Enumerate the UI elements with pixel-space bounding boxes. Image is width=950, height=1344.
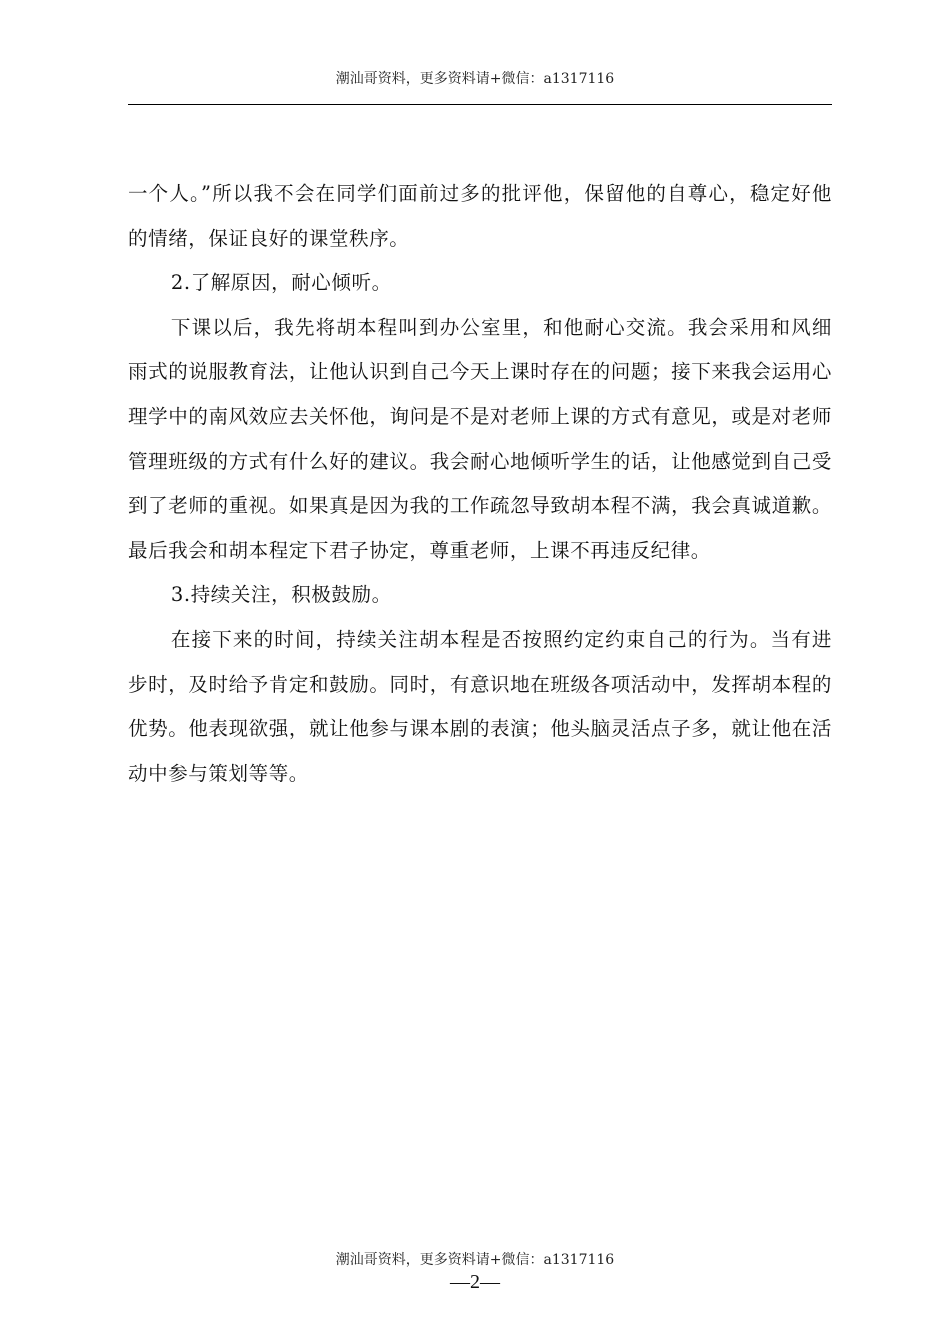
section-heading-3: 3.持续关注，积极鼓励。 [170, 583, 392, 607]
document-body [128, 172, 832, 796]
paragraph-encourage: 在接下来的时间，持续关注胡本程是否按照约定约束自己的行为。当有进步时，及时给予肯定和鼓励。同时，有意识地在班级各项活动中，发挥胡本程的优势。他表现欲强，就让他参与课本剧的表演；他头脑灵活点子多，就让他在活动中参与策划等等。 [128, 627, 832, 785]
header-divider [128, 104, 832, 105]
paragraph-continuation: 一个人。”所以我不会在同学们面前过多的批评他，保留他的自尊心，稳定好他的情绪，保证良好的课堂秩序。 [128, 182, 832, 250]
header-text: 潮汕哥资料，更多资料请+微信：a1317116 [335, 71, 615, 87]
footer-text: 潮汕哥资料，更多资料请+微信：a1317116 [335, 1252, 615, 1268]
page-number: —2— [450, 1271, 500, 1293]
section-heading-2: 2.了解原因，耐心倾听。 [170, 271, 392, 295]
paragraph-listen: 下课以后，我先将胡本程叫到办公室里，和他耐心交流。我会采用和风细雨式的说服教育法，让他认识到自己今天上课时存在的问题；接下来我会运用心理学中的南风效应去关怀他，询问是不是对老师上课的方式有意见，或是对老师管理班级的方式有什么好的建议。我会耐心地倾听学生的话，让他感觉到自己受到了老师的重视。如果真是因为我的工作疏忽导致胡本程不满，我会真诚道歉。最后我会和胡本程定下君子协定，尊重老师，上课不再违反纪律。 [128, 315, 832, 562]
